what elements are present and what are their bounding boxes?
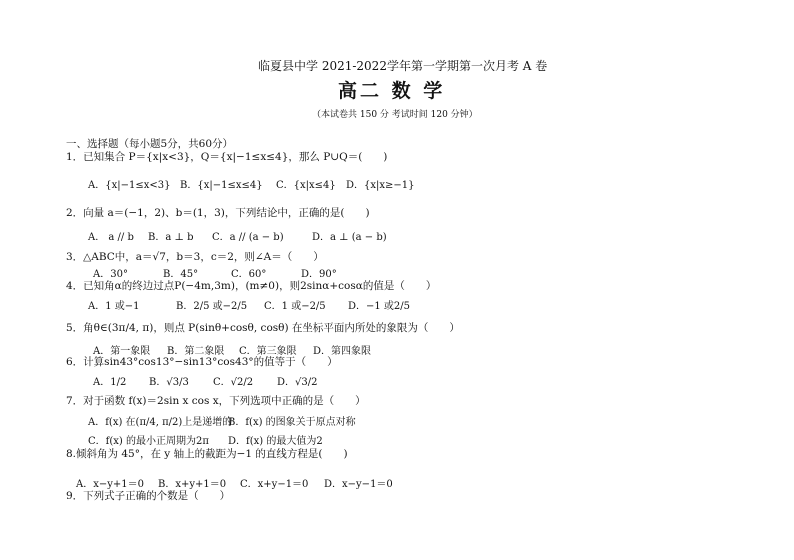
question-4-option-a: A．1 或−1 <box>88 301 140 312</box>
question-6-option-a: A．1/2 <box>93 377 127 388</box>
question-4-options <box>88 297 410 312</box>
question-2-stem: 2．向量 a＝(−1，2)、b＝(1，3)，下列结论中，正确的是( ) <box>66 207 370 219</box>
question-7-option-d: D．f(x) 的最大值为2 <box>228 436 323 447</box>
question-2-options <box>88 228 387 243</box>
question-6-stem: 6．计算sin43°cos13°−sin13°cos43°的值等于（ ） <box>66 356 338 368</box>
question-8-option-b: B．x+y+1＝0 <box>158 479 227 490</box>
question-6-option-b: B．√3/3 <box>149 377 189 388</box>
question-3-option-c: C．60° <box>231 269 267 280</box>
question-4-stem: 4．已知角α的终边过点P(−4m,3m)，(m≠0)，则2sinα+cosα的值是（ ） <box>66 280 437 292</box>
exam-note: （本试卷共 150 分 考试时间 120 分钟） <box>312 110 478 120</box>
question-1-option-b: B．{x|−1≤x≤4} <box>180 180 263 191</box>
question-6-options <box>93 373 317 388</box>
question-4-option-b: B．2/5 或−2/5 <box>176 301 248 312</box>
question-8-stem: 8.倾斜角为 45°，在 y 轴上的截距为−1 的直线方程是( ) <box>66 448 348 460</box>
question-5-option-c: C．第三象限 <box>239 346 297 357</box>
question-2-option-d: D．a ⊥ (a − b) <box>312 232 387 243</box>
question-7-options-row1 <box>88 413 356 428</box>
question-1-option-c: C．{x|x≤4} <box>276 180 336 191</box>
question-2-option-b: B．a ⊥ b <box>148 232 194 243</box>
question-7-option-a: A．f(x) 在(π/4, π/2)上是递增的 <box>88 417 233 428</box>
question-6-option-d: D．√3/2 <box>277 377 318 388</box>
question-3-option-d: D．90° <box>301 269 337 280</box>
section-heading: 一、选择题（每小题5分，共60分） <box>66 138 234 150</box>
exam-title: 高二 数 学 <box>338 80 446 102</box>
question-2-option-c: C．a // (a − b) <box>212 232 284 243</box>
exam-header-line: 临夏县中学 2021-2022学年第一学期第一次月考 A 卷 <box>258 59 548 73</box>
question-5-option-a: A．第一象限 <box>93 346 151 357</box>
question-3-stem: 3．△ABC中，a＝√7，b＝3，c＝2，则∠A＝（ ） <box>66 251 324 263</box>
question-7-options-row2 <box>88 432 323 447</box>
question-5-stem: 5．角θ∈(3π/4, π)，则点 P(sinθ+cosθ, cosθ) 在坐标平面内所处的象限为（ ） <box>66 322 460 334</box>
question-2-option-a: A． a // b <box>88 232 134 243</box>
question-9-stem: 9．下列式子正确的个数是（ ） <box>66 490 231 502</box>
question-4-option-d: D．−1 或2/5 <box>348 301 411 312</box>
question-4-option-c: C．1 或−2/5 <box>264 301 326 312</box>
question-8-option-d: D．x−y−1＝0 <box>324 479 393 490</box>
question-8-option-a: A．x−y+1＝0 <box>76 479 144 490</box>
question-7-option-b: B．f(x) 的图象关于原点对称 <box>228 417 356 428</box>
question-8-option-c: C．x+y−1＝0 <box>240 479 309 490</box>
question-3-option-b: B．45° <box>163 269 199 280</box>
question-1-options <box>88 176 415 191</box>
question-3-option-a: A．30° <box>93 269 128 280</box>
question-7-option-c: C．f(x) 的最小正周期为2π <box>88 436 209 447</box>
question-1-stem: 1．已知集合 P＝{x|x<3}，Q＝{x|−1≤x≤4}，那么 P∪Q＝( ) <box>66 151 388 163</box>
question-6-option-c: C．√2/2 <box>213 377 254 388</box>
question-1-option-a: A．{x|−1≤x<3} <box>88 180 171 191</box>
question-1-option-d: D．{x|x≥−1} <box>346 180 415 191</box>
question-5-option-d: D．第四象限 <box>313 346 372 357</box>
question-5-option-b: B．第二象限 <box>167 346 225 357</box>
question-7-stem: 7．对于函数 f(x)＝2sin x cos x，下列选项中正确的是（ ） <box>66 395 366 407</box>
